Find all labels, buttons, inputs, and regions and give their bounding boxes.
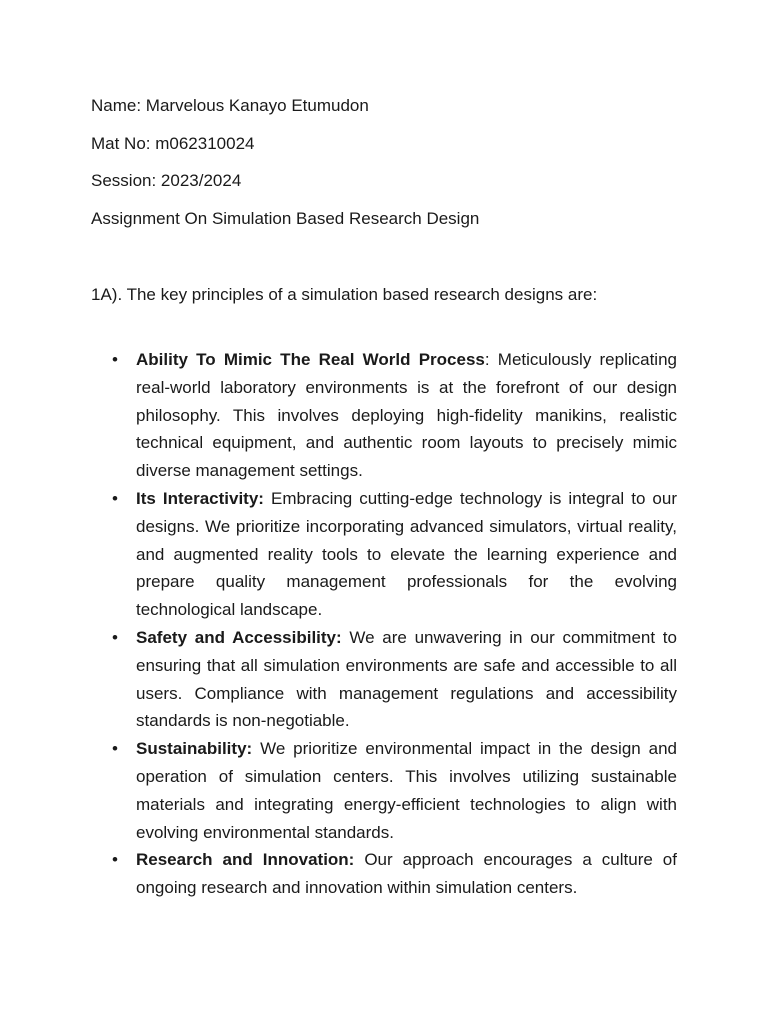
principle-item-research: [108, 846, 677, 902]
student-name: Name: Marvelous Kanayo Etumudon: [91, 96, 369, 115]
bullet-icon: •: [112, 350, 118, 369]
principle-text: Our approach encourages a culture of ongoing research and innovation within simulation centers.: [136, 850, 677, 898]
matric-number: Mat No: m062310024: [91, 133, 255, 153]
question-intro: 1A). The key principles of a simulation based research designs are:: [91, 285, 598, 304]
student-info: [91, 94, 691, 244]
principle-title: Research and Innovation:: [136, 850, 355, 870]
principle-item-safety: [108, 624, 677, 735]
principles-list: [108, 346, 677, 902]
principle-text: We prioritize environmental impact in the design and operation of simulation centers. This involves utilizing sustainable materials and integrating energy-efficient technologies to align with evolving environmental standards.: [136, 739, 677, 842]
bullet-icon: •: [112, 739, 118, 759]
principle-title: Its Interactivity:: [136, 488, 264, 508]
principle-item-interactivity: [108, 485, 677, 624]
principle-item-sustainability: [108, 735, 677, 846]
principle-text: We are unwavering in our commitment to ensuring that all simulation environments are safe and accessible to all users. Compliance with management regulations and accessibility standards is non-negotiable.: [136, 627, 677, 731]
principle-title: Safety and Accessibility:: [136, 627, 342, 647]
principle-text: : Meticulously replicating real-world laboratory environments is at the forefront of our design philosophy. This involves deploying high-fidelity manikins, realistic technical equipment, and authentic room layouts to precisely mimic diverse management settings.: [136, 350, 677, 481]
session: Session: 2023/2024: [91, 171, 242, 190]
principle-title: Ability To Mimic The Real World Process: [136, 350, 485, 369]
principle-text: Embracing cutting-edge technology is integral to our designs. We prioritize incorporating advanced simulators, virtual reality, and augmented reality tools to elevate the learning experience and prepare quality management professionals for the evolving technological landscape.: [136, 488, 677, 620]
principle-item-mimic: [108, 346, 677, 485]
bullet-icon: •: [112, 488, 118, 508]
assignment-title: Assignment On Simulation Based Research Design: [91, 208, 480, 228]
bullet-icon: •: [112, 850, 118, 870]
bullet-icon: •: [112, 627, 118, 647]
principle-title: Sustainability:: [136, 739, 253, 759]
